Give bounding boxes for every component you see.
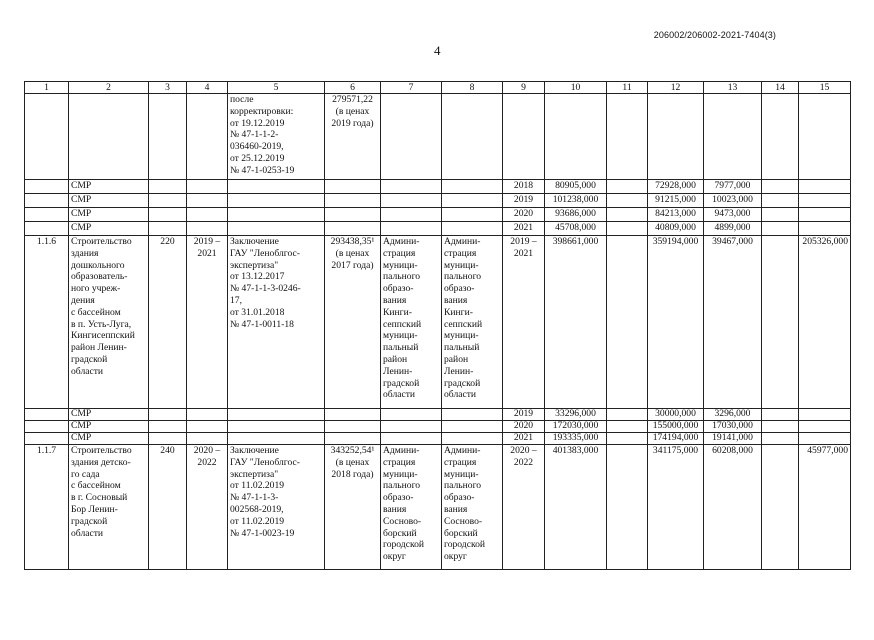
column-header: 3 xyxy=(149,82,187,94)
object-name: Строительство здания дошкольного образователь- ного учреж- дения с бассейном в п. Усть-Луга, Кингисеппский район Ленин- градской области xyxy=(69,236,149,409)
total-cell: 172030,000 xyxy=(545,421,607,433)
column-header: 14 xyxy=(762,82,799,94)
table-row xyxy=(25,236,851,409)
column-header: 7 xyxy=(381,82,442,94)
table-row xyxy=(25,180,851,194)
smr-label: СМР xyxy=(69,433,149,445)
amount-cell: 7977,000 xyxy=(704,180,762,194)
column-header: 1 xyxy=(25,82,69,94)
smr-label: СМР xyxy=(69,222,149,236)
amount-cell: 30000,000 xyxy=(648,409,704,421)
amount-cell: 10023,000 xyxy=(704,194,762,208)
cost-cell: 279571,22 (в ценах 2019 года) xyxy=(325,94,381,180)
table-row xyxy=(25,194,851,208)
expertise-cell: Заключение ГАУ "Леноблгос- экспертиза" от 13.12.2017 № 47-1-1-3-0246- 17, от 31.01.2018 № 47-1-0011-18 xyxy=(228,236,325,409)
smr-label: СМР xyxy=(69,421,149,433)
column-header: 15 xyxy=(799,82,851,94)
program-table xyxy=(24,81,851,570)
period-cell: 2019 – 2021 xyxy=(187,236,228,409)
developer-cell: Админи- страция муници- пального образо- вания Кинги- сеппский муници- пальный район Ленин- градской области xyxy=(442,236,503,409)
year-cell: 2019 – 2021 xyxy=(503,236,545,409)
expertise-cell: после корректировки: от 19.12.2019 № 47-1-1-2- 036460-2019, от 25.12.2019 № 47-1-0253-19 xyxy=(228,94,325,180)
total-cell: 193335,000 xyxy=(545,433,607,445)
column-header: 13 xyxy=(704,82,762,94)
column-header: 10 xyxy=(545,82,607,94)
amount-cell: 45977,000 xyxy=(799,445,851,570)
year-cell: 2020 – 2022 xyxy=(503,445,545,570)
amount-cell: 174194,000 xyxy=(648,433,704,445)
table-row xyxy=(25,421,851,433)
year-cell: 2020 xyxy=(503,421,545,433)
year-cell: 2021 xyxy=(503,222,545,236)
year-cell: 2020 xyxy=(503,208,545,222)
total-cell: 101238,000 xyxy=(545,194,607,208)
amount-cell: 9473,000 xyxy=(704,208,762,222)
total-cell: 80905,000 xyxy=(545,180,607,194)
smr-label: СМР xyxy=(69,208,149,222)
column-header: 4 xyxy=(187,82,228,94)
total-cell: 93686,000 xyxy=(545,208,607,222)
total-cell: 398661,000 xyxy=(545,236,607,409)
amount-cell: 19141,000 xyxy=(704,433,762,445)
capacity-cell: 240 xyxy=(149,445,187,570)
amount-cell: 359194,000 xyxy=(648,236,704,409)
amount-cell: 155000,000 xyxy=(648,421,704,433)
smr-label: СМР xyxy=(69,194,149,208)
year-cell: 2019 xyxy=(503,409,545,421)
amount-cell: 17030,000 xyxy=(704,421,762,433)
year-cell: 2021 xyxy=(503,433,545,445)
amount-cell: 40809,000 xyxy=(648,222,704,236)
cost-cell: 343252,54¹ (в ценах 2018 года) xyxy=(325,445,381,570)
column-number-row xyxy=(25,82,851,94)
amount-cell: 205326,000 xyxy=(799,236,851,409)
total-cell: 401383,000 xyxy=(545,445,607,570)
capacity-cell: 220 xyxy=(149,236,187,409)
table-row xyxy=(25,445,851,570)
amount-cell: 60208,000 xyxy=(704,445,762,570)
amount-cell: 72928,000 xyxy=(648,180,704,194)
table-row xyxy=(25,222,851,236)
amount-cell: 4899,000 xyxy=(704,222,762,236)
total-cell: 45708,000 xyxy=(545,222,607,236)
column-header: 5 xyxy=(228,82,325,94)
table-row xyxy=(25,433,851,445)
column-header: 8 xyxy=(442,82,503,94)
year-cell: 2019 xyxy=(503,194,545,208)
page-number: 4 xyxy=(434,43,441,58)
total-cell: 33296,000 xyxy=(545,409,607,421)
developer-cell: Админи- страция муници- пального образо- вания Сосново- борский городской округ xyxy=(442,445,503,570)
document-number: 206002/206002-2021-7404(3) xyxy=(653,30,776,40)
item-number: 1.1.6 xyxy=(25,236,69,409)
expertise-cell: Заключение ГАУ "Леноблгос- экспертиза" от 11.02.2019 № 47-1-1-3- 002568-2019, от 11.02.2019 № 47-1-0023-19 xyxy=(228,445,325,570)
cost-cell: 293438,35¹ (в ценах 2017 года) xyxy=(325,236,381,409)
item-number: 1.1.7 xyxy=(25,445,69,570)
column-header: 2 xyxy=(69,82,149,94)
customer-cell: Админи- страция муници- пального образо- вания Кинги- сеппский муници- пальный район Ленин- градской области xyxy=(381,236,442,409)
amount-cell: 3296,000 xyxy=(704,409,762,421)
amount-cell: 341175,000 xyxy=(648,445,704,570)
customer-cell: Админи- страция муници- пального образо- вания Сосново- борский городской округ xyxy=(381,445,442,570)
smr-label: СМР xyxy=(69,180,149,194)
table-row xyxy=(25,208,851,222)
column-header: 9 xyxy=(503,82,545,94)
year-cell: 2018 xyxy=(503,180,545,194)
amount-cell: 91215,000 xyxy=(648,194,704,208)
table-row xyxy=(25,94,851,180)
column-header: 11 xyxy=(607,82,648,94)
amount-cell: 84213,000 xyxy=(648,208,704,222)
column-header: 6 xyxy=(325,82,381,94)
smr-label: СМР xyxy=(69,409,149,421)
table-row xyxy=(25,409,851,421)
column-header: 12 xyxy=(648,82,704,94)
amount-cell: 39467,000 xyxy=(704,236,762,409)
period-cell: 2020 – 2022 xyxy=(187,445,228,570)
object-name: Строительство здания детско- го сада с бассейном в г. Сосновый Бор Ленин- градской области xyxy=(69,445,149,570)
